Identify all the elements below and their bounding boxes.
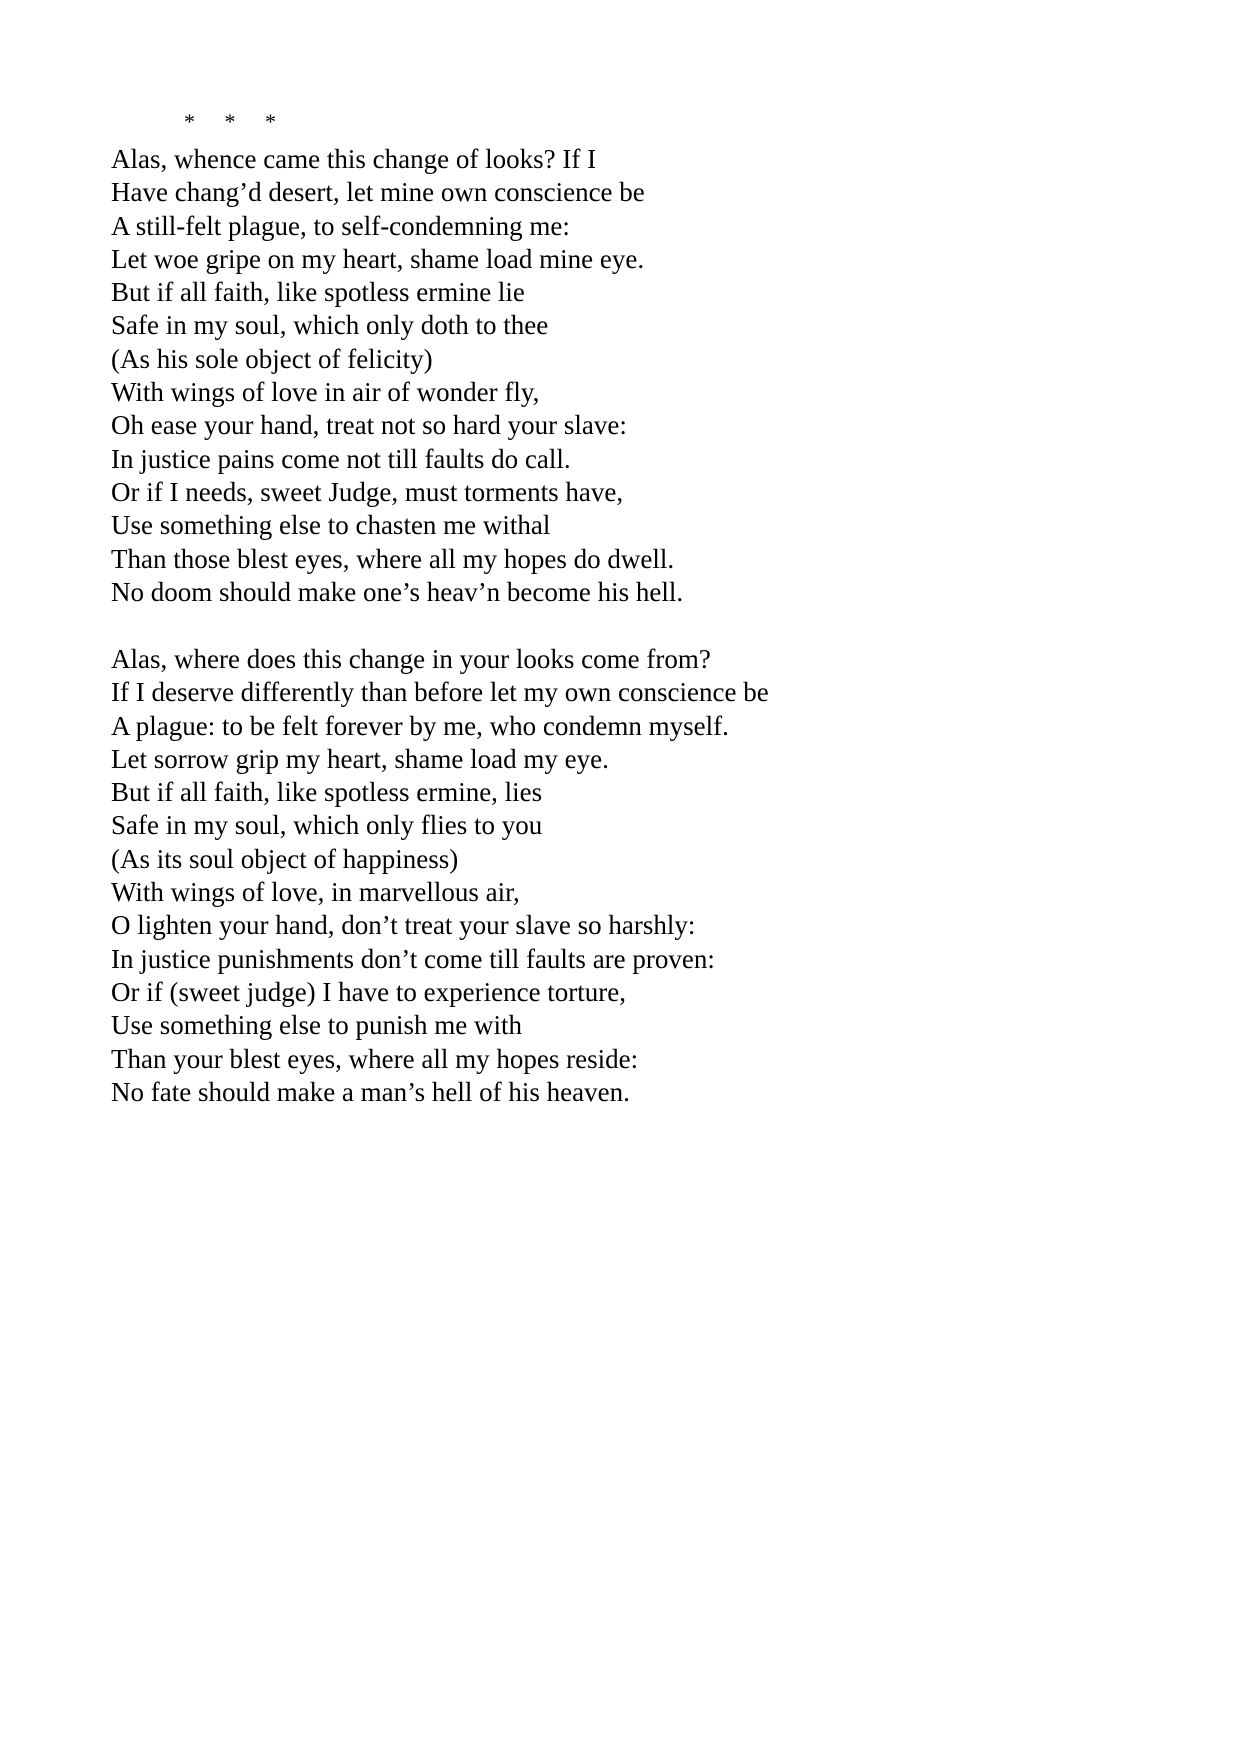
original-stanza <box>111 143 683 609</box>
poem-line: Let woe gripe on my heart, shame load mine eye. <box>111 243 645 274</box>
poem-line: (As his sole object of felicity) <box>111 343 433 374</box>
poem-line: O lighten your hand, don’t treat your slave so harshly: <box>111 910 696 941</box>
poem-line: Have chang’d desert, let mine own conscience be <box>111 177 645 208</box>
poem-line: With wings of love, in marvellous air, <box>111 877 520 908</box>
poem-line: With wings of love in air of wonder fly, <box>111 377 540 408</box>
section-asterism: * * * <box>184 109 288 134</box>
poem-line: Oh ease your hand, treat not so hard your slave: <box>111 410 627 441</box>
poem-line: Safe in my soul, which only doth to thee <box>111 310 549 341</box>
poem-line: Than those blest eyes, where all my hopes do dwell. <box>111 543 675 574</box>
poem-line: A plague: to be felt forever by me, who condemn myself. <box>111 710 729 741</box>
poem-line: But if all faith, like spotless ermine, lies <box>111 777 543 808</box>
poem-line: Use something else to punish me with <box>111 1010 522 1041</box>
poem-line: Or if (sweet judge) I have to experience torture, <box>111 976 627 1007</box>
poem-line: If I deserve differently than before let my own conscience be <box>111 677 769 708</box>
poem-line: Than your blest eyes, where all my hopes reside: <box>111 1043 639 1074</box>
poem-line: Safe in my soul, which only flies to you <box>111 810 543 841</box>
poem-line: Alas, whence came this change of looks? If I <box>111 144 597 174</box>
poem-line: No fate should make a man’s hell of his heaven. <box>111 1076 630 1107</box>
poem-line: Alas, where does this change in your looks come from? <box>111 644 711 674</box>
poem-line: In justice pains come not till faults do call. <box>111 443 571 474</box>
poem-line: Let sorrow grip my heart, shame load my eye. <box>111 743 609 774</box>
poem-line: (As its soul object of happiness) <box>111 843 459 874</box>
poem-line: In justice punishments don’t come till faults are proven: <box>111 943 715 974</box>
poem-line: But if all faith, like spotless ermine lie <box>111 277 525 308</box>
poem-line: Or if I needs, sweet Judge, must torments have, <box>111 476 624 507</box>
poem-line: A still-felt plague, to self-condemning me: <box>111 210 570 241</box>
poem-line: No doom should make one’s heav’n become his hell. <box>111 576 684 607</box>
poem-line: Use something else to chasten me withal <box>111 510 551 541</box>
modern-stanza <box>111 643 769 1109</box>
